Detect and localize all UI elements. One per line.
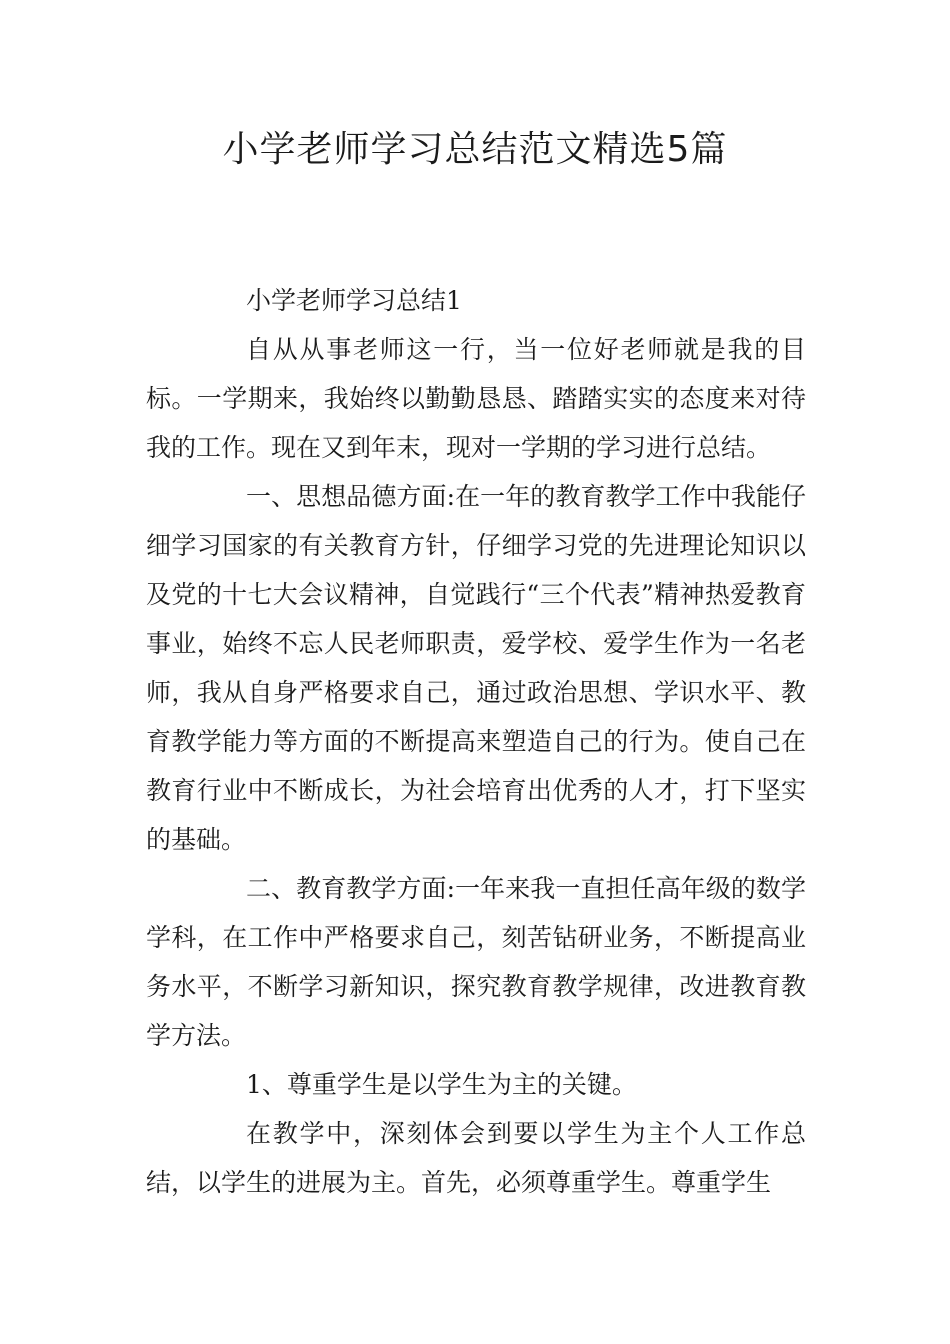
- section-heading: 小学老师学习总结1: [246, 286, 462, 315]
- document-title: 小学老师学习总结范文精选5篇: [222, 129, 728, 170]
- paragraph-intro: 自从从事老师这一行，当一位好老师就是我的目标。一学期来，我始终以勤勤恳恳、踏踏实实的态度来对待我的工作。现在又到年末，现对一学期的学习进行总结。: [146, 335, 806, 462]
- paragraph-ideology: 一、思想品德方面:在一年的教育教学工作中我能仔细学习国家的有关教育方针，仔细学习党的先进理论知识以及党的十七大会议精神，自觉践行“三个代表”精神热爱教育事业，始终不忘人民老师职责，爱学校、爱学生作为一名老师，我从自身严格要求自己，通过政治思想、学识水平、教育教学能力等方面的不断提高来塑造自己的行为。使自己在教育行业中不断成长，为社会培育出优秀的人才，打下坚实的基础。: [146, 482, 806, 854]
- paragraph-teaching: 二、教育教学方面:一年来我一直担任高年级的数学学科，在工作中严格要求自己，刻苦钻研业务，不断提高业务水平，不断学习新知识，探究教育教学规律，改进教育教学方法。: [146, 874, 806, 1050]
- paragraph-point-1: 1、尊重学生是以学生为主的关键。: [246, 1070, 637, 1099]
- document-body: [146, 276, 806, 1207]
- paragraph-respect: 在教学中，深刻体会到要以学生为主个人工作总结，以学生的进展为主。首先，必须尊重学生。尊重学生: [146, 1119, 806, 1197]
